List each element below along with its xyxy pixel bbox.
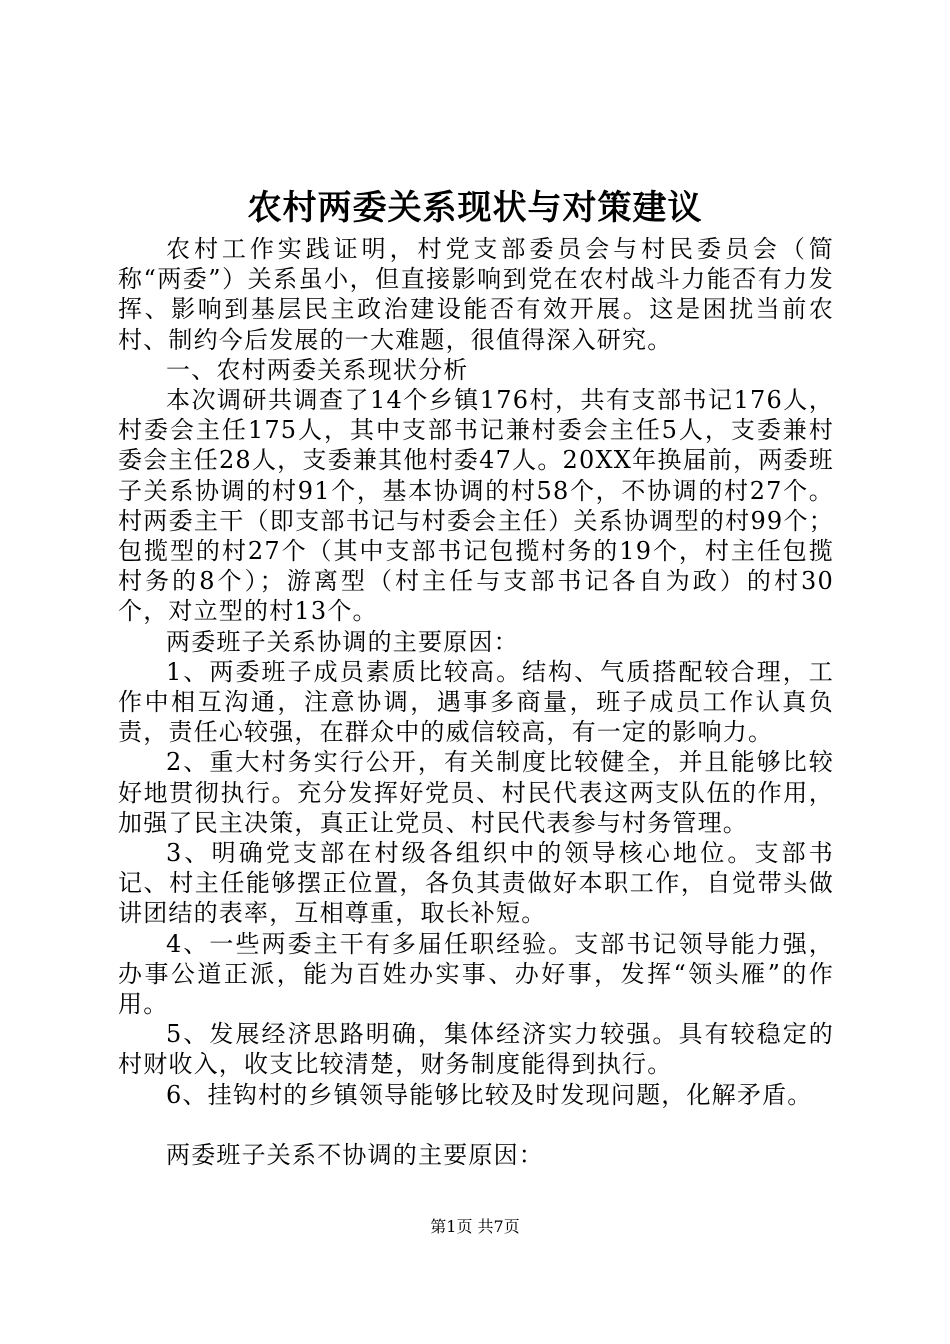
paragraph-survey: 本次调研共调查了14个乡镇176村，共有支部书记176人，村委会主任175人，其中支部书记兼村委会主任5人，支委兼村委会主任28人，支委兼其他村委47人。20XX年换届前，两委班子关系协调的村91个，基本协调的村58个，不协调的村27个。村两委主干（即支部书记与村委会主任）关系协调型的村99个；包揽型的村27个（其中支部书记包揽村务的19个，村主任包揽村务的8个）；游离型（村主任与支部书记各自为政）的村30个，对立型的村13个。 <box>118 386 834 626</box>
paragraph-reason-1: 1、两委班子成员素质比较高。结构、气质搭配较合理，工作中相互沟通，注意协调，遇事多商量，班子成员工作认真负责，责任心较强，在群众中的威信较高，有一定的影响力。 <box>118 657 834 747</box>
document-title: 农村两委关系现状与对策建议 <box>247 188 703 228</box>
paragraph-spacer <box>118 1110 834 1140</box>
section-heading: 一、农村两委关系现状分析 <box>166 355 469 384</box>
document-body <box>118 234 834 1170</box>
paragraph-intro: 农村工作实践证明，村党支部委员会与村民委员会（简称“两委”）关系虽小，但直接影响到党在农村战斗力能否有力发挥、影响到基层民主政治建设能否有效开展。这是困扰当前农村、制约今后发展的一大难题，很值得深入研究。 <box>118 235 834 354</box>
page-footer: 第1页 共7页 <box>430 1217 520 1236</box>
paragraph-reason-6: 6、挂钩村的乡镇领导能够比较及时发现问题，化解矛盾。 <box>166 1080 813 1109</box>
paragraph-disharmony-heading: 两委班子关系不协调的主要原因： <box>166 1140 544 1169</box>
paragraph-reason-5: 5、发展经济思路明确，集体经济实力较强。具有较稳定的村财收入，收支比较清楚，财务制度能得到执行。 <box>118 1020 834 1079</box>
paragraph-reason-3: 3、明确党支部在村级各组织中的领导核心地位。支部书记、村主任能够摆正位置，各负其责做好本职工作，自觉带头做讲团结的表率，互相尊重，取长补短。 <box>118 839 834 928</box>
paragraph-reason-4: 4、一些两委主干有多届任职经验。支部书记领导能力强，办事公道正派，能为百姓办实事、办好事，发挥“领头雁”的作用。 <box>118 929 834 1019</box>
paragraph-reasons-heading: 两委班子关系协调的主要原因： <box>166 627 519 656</box>
paragraph-reason-2: 2、重大村务实行公开，有关制度比较健全，并且能够比较好地贯彻执行。充分发挥好党员、村民代表这两支队伍的作用，加强了民主决策，真正让党员、村民代表参与村务管理。 <box>118 748 834 837</box>
